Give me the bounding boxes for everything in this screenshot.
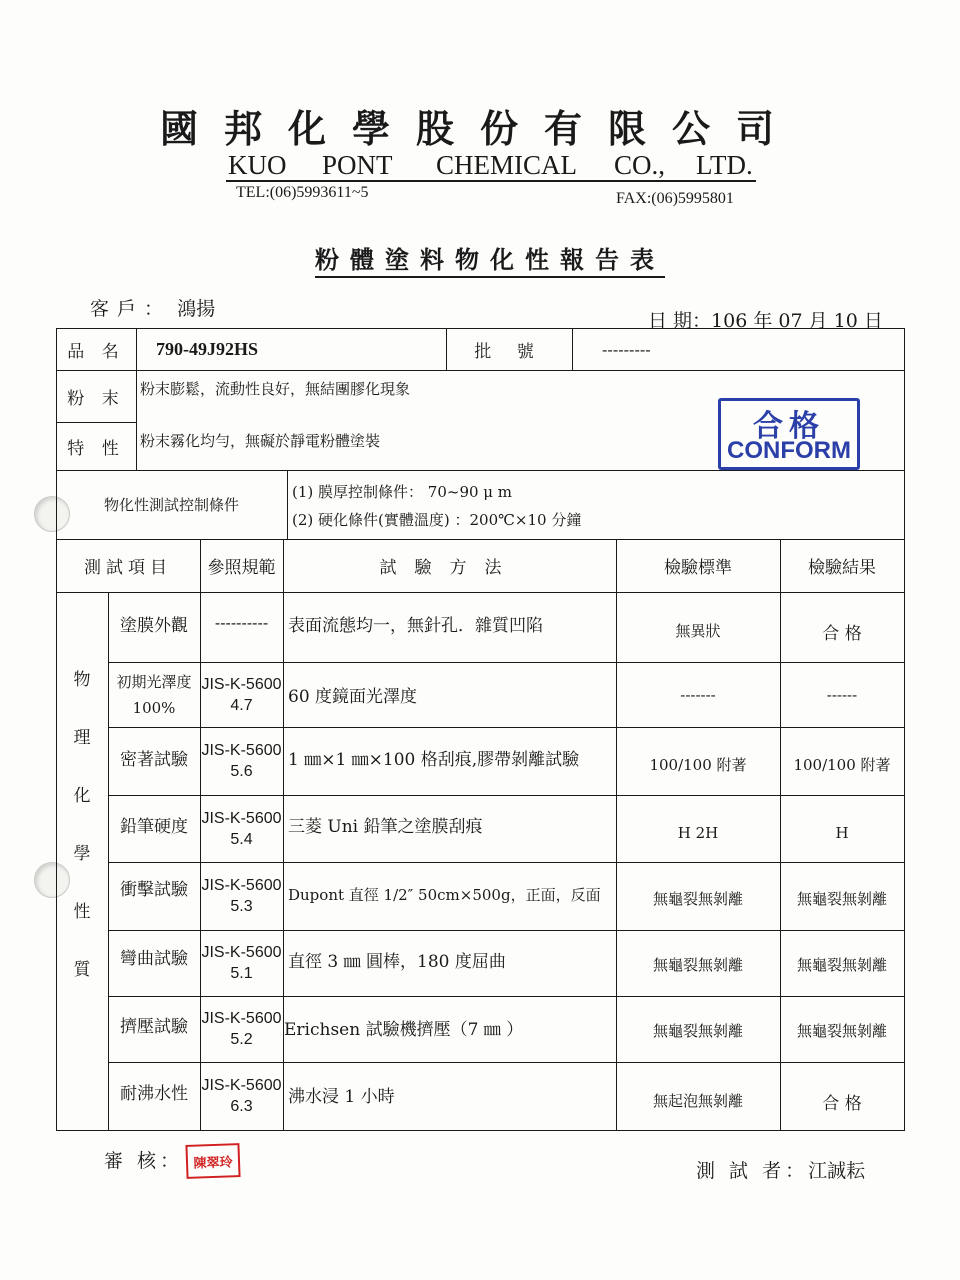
header-test-method: 試驗方法 bbox=[379, 558, 520, 578]
tester bbox=[696, 1156, 865, 1183]
ref-code: JIS-K-5600 bbox=[201, 742, 282, 759]
conditions-label: 物化性測試控制條件 bbox=[103, 495, 239, 514]
powder-label: 粉 末 bbox=[67, 388, 125, 409]
row-test-item: 鉛筆硬度 bbox=[120, 816, 188, 837]
row-method: 沸水浸 1 小時 bbox=[288, 1086, 395, 1107]
ref-code: JIS-K-5600 bbox=[201, 877, 282, 894]
row-method: 1 ㎜×1 ㎜×100 格刮痕,膠帶剝離試驗 bbox=[288, 749, 580, 770]
row-reference bbox=[200, 592, 283, 654]
date-value: 106 年 07 月 10 日 bbox=[711, 310, 883, 332]
row-method: 直徑 3 ㎜ 圓棒，180 度屈曲 bbox=[288, 951, 506, 972]
conform-stamp bbox=[718, 398, 860, 470]
customer-value: 鴻揚 bbox=[177, 298, 216, 320]
product-name-label: 品 名 bbox=[67, 341, 125, 362]
company-name-english-word: CO., bbox=[614, 150, 666, 180]
company-name-english-word: KUO bbox=[228, 150, 287, 180]
company-name-chinese: 國邦化學股份有限公司 bbox=[159, 106, 800, 151]
ref-section: 5.4 bbox=[230, 830, 253, 848]
category-char: 化 bbox=[73, 785, 91, 806]
reviewer-label: 審 核： bbox=[104, 1150, 184, 1172]
category-char: 理 bbox=[73, 727, 91, 748]
row-test-item: 密著試驗 bbox=[120, 749, 188, 770]
tester-label: 測 試 者： bbox=[696, 1160, 809, 1182]
conform-stamp-en: CONFORM bbox=[727, 437, 851, 464]
row-method: 60 度鏡面光澤度 bbox=[288, 687, 418, 707]
row-standard: ------- bbox=[680, 685, 716, 704]
row-standard: 無起泡無剝離 bbox=[652, 1092, 743, 1110]
ref-code: JIS-K-5600 bbox=[201, 1010, 282, 1027]
fax: FAX:(06)5995801 bbox=[616, 190, 734, 207]
company-name-english-word: CHEMICAL bbox=[436, 150, 577, 180]
company-name-english-word: PONT bbox=[322, 150, 393, 180]
row-test-item-line1: 初期光澤度 bbox=[116, 672, 192, 691]
property-description: 粉末霧化均勻，無礙於靜電粉體塗裝 bbox=[140, 432, 381, 450]
category-char: 物 bbox=[73, 669, 91, 690]
customer-label: 客戶： bbox=[90, 298, 172, 320]
row-result: 合 格 bbox=[822, 1093, 862, 1114]
report-title bbox=[0, 240, 960, 275]
row-method: Dupont 直徑 1/2″ 50cm×500g，正面，反面 bbox=[288, 885, 601, 904]
row-standard: 100/100 附著 bbox=[649, 756, 747, 774]
row-test-item: 彎曲試驗 bbox=[120, 948, 188, 969]
ref-code: JIS-K-5600 bbox=[201, 675, 282, 693]
powder-description: 粉末膨鬆，流動性良好，無結團膠化現象 bbox=[140, 380, 411, 398]
punch-hole-icon bbox=[34, 862, 70, 898]
report-title-text: 粉體塗料物化性報告表 bbox=[315, 245, 665, 278]
date-label: 日 期： bbox=[648, 310, 712, 332]
ref-section: 4.7 bbox=[230, 696, 253, 714]
row-standard: 無龜裂無剝離 bbox=[652, 956, 743, 974]
row-reference bbox=[200, 1062, 283, 1130]
telephone: TEL:(06)5993611~5 bbox=[236, 184, 369, 201]
tester-value: 江誠耘 bbox=[808, 1160, 866, 1182]
ref-code: JIS-K-5600 bbox=[201, 1077, 282, 1094]
row-result: 無龜裂無剝離 bbox=[796, 890, 887, 908]
category-char: 質 bbox=[73, 959, 91, 980]
row-test-item bbox=[108, 662, 200, 727]
property-label: 特 性 bbox=[67, 438, 125, 459]
batch-value: --------- bbox=[602, 339, 651, 359]
ref-section: 5.6 bbox=[230, 763, 253, 780]
row-method: Erichsen 試驗機擠壓（7 ㎜ ） bbox=[284, 1019, 524, 1040]
row-standard: 無異狀 bbox=[675, 622, 721, 640]
row-result: 無龜裂無剝離 bbox=[796, 1022, 887, 1040]
product-name-value: 790-49J92HS bbox=[156, 338, 259, 359]
row-test-item-line2: 100% bbox=[132, 698, 176, 717]
company-name-underline bbox=[226, 180, 756, 182]
ref-section: 5.3 bbox=[230, 898, 253, 915]
company-name-english-word: LTD. bbox=[696, 150, 753, 180]
row-result: 合 格 bbox=[822, 623, 862, 644]
row-standard: 無龜裂無剝離 bbox=[652, 890, 743, 908]
row-standard: H 2H bbox=[677, 823, 719, 842]
header-reference: 參照規範 bbox=[207, 558, 276, 578]
row-reference bbox=[200, 727, 283, 795]
row-reference bbox=[200, 795, 283, 862]
row-result: H bbox=[835, 823, 849, 842]
row-reference bbox=[200, 930, 283, 996]
row-method: 三菱 Uni 鉛筆之塗膜刮痕 bbox=[288, 816, 483, 837]
header-test-item: 測試項目 bbox=[84, 558, 172, 578]
row-test-item: 衝擊試驗 bbox=[120, 879, 188, 900]
category-char: 性 bbox=[73, 901, 91, 922]
row-result: 100/100 附著 bbox=[793, 756, 891, 774]
row-reference bbox=[200, 662, 283, 727]
batch-label: 批 號 bbox=[474, 341, 544, 362]
ref-code: JIS-K-5600 bbox=[201, 809, 282, 827]
ref-section: 5.1 bbox=[230, 965, 253, 982]
conform-stamp-cn: 合格 bbox=[753, 409, 825, 444]
row-test-item: 擠壓試驗 bbox=[120, 1016, 188, 1037]
customer bbox=[90, 294, 215, 321]
row-result: 無龜裂無剝離 bbox=[796, 956, 887, 974]
reviewer-seal: 陳翠玲 bbox=[185, 1143, 240, 1179]
row-test-item: 耐沸水性 bbox=[120, 1083, 188, 1104]
row-standard: 無龜裂無剝離 bbox=[652, 1022, 743, 1040]
row-test-item: 塗膜外觀 bbox=[120, 615, 188, 636]
ref-code: JIS-K-5600 bbox=[201, 944, 282, 961]
condition-curing: (2) 硬化條件(實體溫度) ：200℃×10 分鐘 bbox=[292, 511, 582, 529]
row-reference bbox=[200, 862, 283, 930]
row-result: ------ bbox=[826, 685, 858, 704]
ref-section: 5.2 bbox=[230, 1031, 253, 1048]
ref-section: 6.3 bbox=[230, 1098, 253, 1115]
header-result: 檢驗結果 bbox=[808, 558, 876, 578]
row-reference bbox=[200, 996, 283, 1062]
ref-code: ---------- bbox=[214, 614, 269, 632]
header-standard: 檢驗標準 bbox=[664, 558, 732, 578]
row-method: 表面流態均一，無針孔．雜質凹陷 bbox=[288, 615, 543, 636]
condition-film-thickness: (1) 膜厚控制條件： 70~90 μ m bbox=[292, 483, 513, 501]
category-char: 學 bbox=[73, 843, 91, 864]
